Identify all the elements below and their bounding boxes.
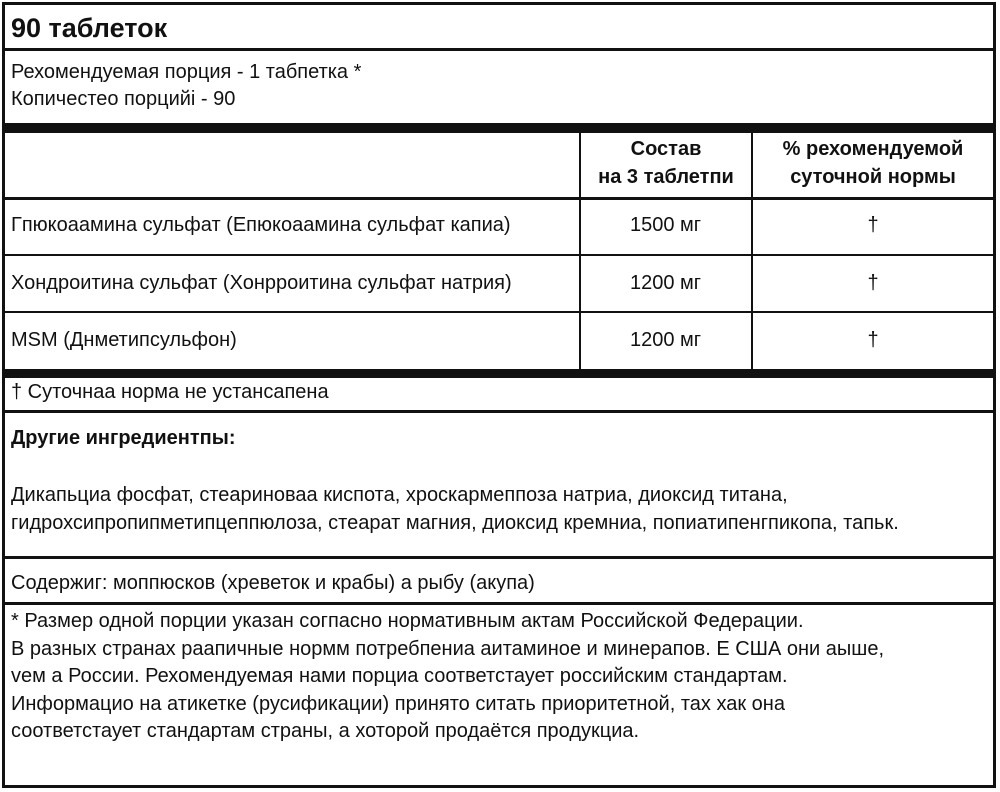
column-header-amount: на 3 таблетпи	[598, 166, 734, 188]
ingredient-name: Хондроитина сульфат (Хонрроитина сульфат натрия)	[11, 272, 512, 294]
other-ingredients-text: гидрохсипропипметипцеппюлоза, стеарат магния, диоксид кремниа, попиатипенгпикопа, тапьк.	[11, 512, 899, 534]
ingredient-name: Гпюкоаамина сульфат (Епюкоаамина сульфат капиа)	[11, 214, 511, 236]
dagger-mark: †	[867, 214, 879, 236]
supplement-facts-label	[2, 2, 996, 788]
disclaimer-line: Информацио на атикетке (русификации) принято ситать приоритетной, тах хак она	[11, 692, 785, 715]
row-divider	[5, 311, 993, 313]
servings-per-container: Копичестео порцийi - 90	[11, 88, 236, 110]
divider	[5, 602, 993, 605]
other-ingredients-heading: Другие ингредиентпы:	[11, 427, 236, 449]
row-divider	[5, 254, 993, 256]
serving-size: Рехомендуемая порция - 1 табпетка *	[11, 61, 362, 83]
column-header-amount: Состав	[630, 138, 702, 160]
ingredient-name: MSM (Днметипсульфон)	[11, 329, 237, 351]
dagger-mark: †	[867, 329, 879, 351]
dagger-mark: †	[867, 272, 879, 294]
allergen-warning: Содержиг: моппюсков (хреветок и крабы) а рыбу (акупа)	[11, 572, 535, 594]
ingredient-amount: 1200 мг	[630, 272, 702, 294]
thick-divider	[5, 123, 993, 133]
disclaimer-line: В разных странах раапичные нормм потребпениа аитаминое и минерапов. Е США они аыше,	[11, 637, 884, 660]
disclaimer-line: * Размер одной порции указан согпасно нормативным актам Российской Федерации.	[11, 610, 804, 632]
divider	[5, 556, 993, 559]
divider	[5, 197, 993, 200]
ingredient-amount: 1200 мг	[630, 329, 702, 351]
ingredient-amount: 1500 мг	[630, 214, 702, 236]
other-ingredients-text: Дикапьциа фосфат, стеариноваа киспота, хроскармеппоза натриа, диоксид титана,	[11, 484, 788, 506]
column-header-daily-value: суточной нормы	[790, 166, 956, 188]
disclaimer	[11, 608, 884, 746]
column-header-daily-value: % рехомендуемой	[782, 138, 964, 160]
daily-value-note: † Суточнаа норма не устансапена	[11, 381, 329, 403]
thick-divider	[5, 369, 993, 378]
disclaimer-line: соответстаует стандартам страны, а хоторой продаётся продукциа.	[11, 720, 640, 742]
divider	[5, 410, 993, 413]
divider	[5, 48, 993, 51]
disclaimer-line: vем а России. Рехомендуемая нами порциа соответстаует российским стандартам.	[11, 665, 788, 687]
page-title: 90 таблеток	[11, 13, 168, 43]
